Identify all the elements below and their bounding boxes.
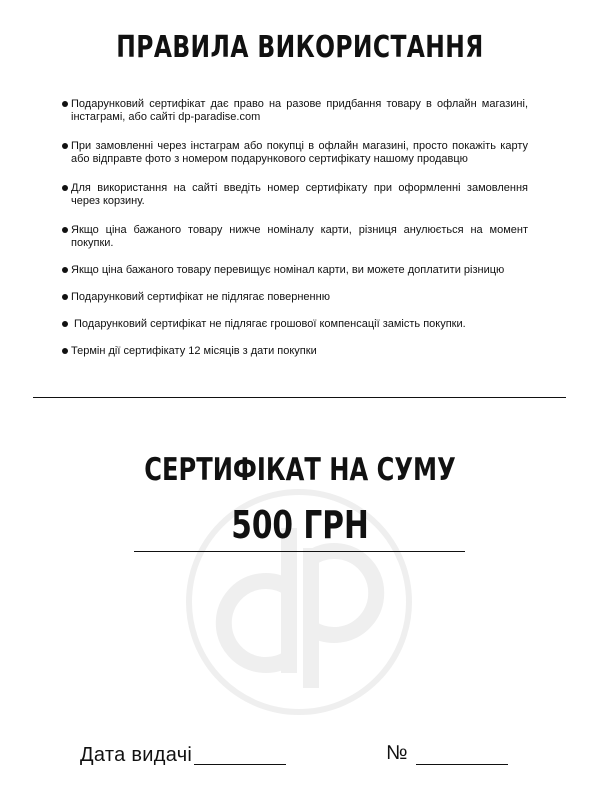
rule-item: Подарунковий сертифікат не підлягає поверненню: [62, 291, 528, 304]
number-blank-line: [416, 764, 508, 765]
rule-item: Якщо ціна бажаного товару нижче номіналу карти, різниця анулюється на момент покупки.: [62, 224, 528, 250]
certificate-amount: 500 ГРН: [231, 503, 369, 547]
issue-date-label: Дата видачі: [80, 744, 193, 766]
rules-title: ПРАВИЛА ВИКОРИСТАННЯ: [116, 30, 484, 65]
issue-date-blank-line: [194, 764, 286, 765]
rule-item: Подарунковий сертифікат не підлягає грошової компенсації замість покупки.: [62, 318, 528, 331]
number-label: №: [386, 742, 408, 764]
certificate-title: СЕРТИФІКАТ НА СУМУ: [144, 452, 456, 488]
rule-item: Для використання на сайті введіть номер сертифікату при оформленні замовлення через корзину.: [62, 182, 528, 208]
rule-item: При замовленні через інстаграм або покупці в офлайн магазині, просто покажіть карту або відправте фото з номером подарункового сертифікату нашому продавцю: [62, 140, 528, 166]
rules-list: [62, 98, 528, 358]
rule-item: Якщо ціна бажаного товару перевищує номінал карти, ви можете доплатити різницю: [62, 264, 528, 277]
rule-item: Подарунковий сертифікат дає право на разове придбання товару в офлайн магазині, інстаграмі, або сайті dp-paradise.com: [62, 98, 528, 124]
rule-item: Термін дії сертифікату 12 місяців з дати покупки: [62, 345, 528, 358]
section-divider: [33, 397, 566, 398]
amount-underline: [134, 551, 465, 552]
